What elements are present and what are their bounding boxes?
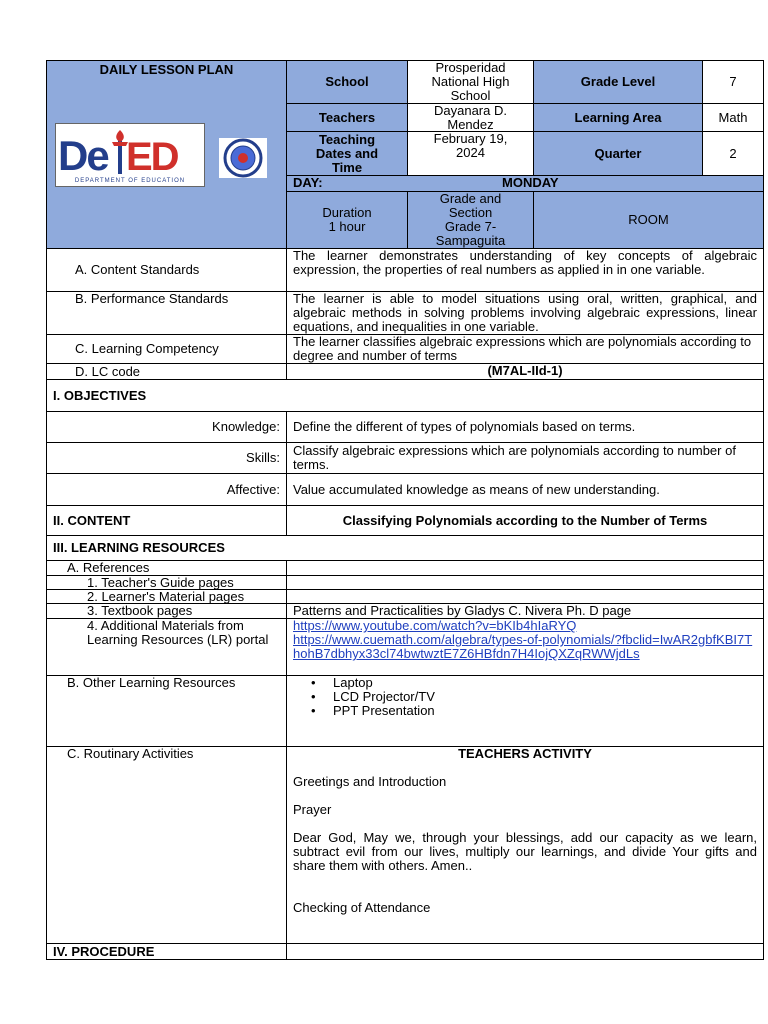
references-value bbox=[286, 560, 764, 576]
content-heading: II. CONTENT bbox=[46, 505, 287, 536]
school-value: Prosperidad National High School bbox=[407, 60, 534, 104]
teachers-value: Dayanara D. Mendez bbox=[407, 103, 534, 132]
deped-logo-graphic bbox=[56, 124, 204, 186]
routinary-activities-label: C. Routinary Activities bbox=[46, 746, 287, 944]
deped-logo-subtext: DEPARTMENT OF EDUCATION bbox=[74, 178, 186, 184]
lc-code-value: (M7AL-IId-1) bbox=[286, 363, 764, 380]
teachers-guide-label: 1. Teacher's Guide pages bbox=[46, 575, 287, 590]
grade-section-value: Grade 7- Sampaguita bbox=[435, 219, 506, 248]
quarter-value: 2 bbox=[702, 131, 764, 176]
learning-resources-heading: III. LEARNING RESOURCES bbox=[46, 535, 764, 561]
content-standards-label: A. Content Standards bbox=[46, 248, 287, 292]
learning-area-value: Math bbox=[702, 103, 764, 132]
greetings-text: Greetings and Introduction bbox=[293, 774, 447, 789]
lc-code-label: D. LC code bbox=[46, 363, 287, 380]
textbook-text: Patterns and Practicalities by Gladys C. Nivera Ph. D page bbox=[286, 603, 764, 619]
references-label: A. References bbox=[46, 560, 287, 576]
quarter-label: Quarter bbox=[533, 131, 703, 176]
grade-level-value: 7 bbox=[702, 60, 764, 104]
teachers-activity-heading: TEACHERS ACTIVITY bbox=[458, 746, 592, 761]
day-value: MONDAY bbox=[502, 175, 559, 190]
teachers-guide-value bbox=[286, 575, 764, 590]
duration-cell bbox=[286, 191, 408, 249]
header-title-cell bbox=[46, 60, 287, 249]
duration-value: 1 hour bbox=[328, 219, 366, 234]
youtube-link[interactable]: https://www.youtube.com/watch?v=bKIb4hIaRYQ bbox=[293, 618, 577, 633]
school-label: School bbox=[286, 60, 408, 104]
day-row bbox=[286, 175, 764, 192]
deped-seal-icon bbox=[219, 138, 267, 178]
learning-competency-text: The learner classifies algebraic expressions which are polynomials according to degree and number of terms bbox=[286, 334, 764, 364]
grade-level-label: Grade Level bbox=[533, 60, 703, 104]
additional-materials-label: 4. Additional Materials from Learning Resources (LR) portal bbox=[46, 618, 287, 676]
learners-material-label: 2. Learner's Material pages bbox=[46, 589, 287, 604]
list-item: • LCD Projector/TV bbox=[333, 690, 763, 704]
learners-material-value bbox=[286, 589, 764, 604]
other-resources-label: B. Other Learning Resources bbox=[46, 675, 287, 747]
procedure-value bbox=[286, 943, 764, 960]
teaching-dates-value: February 19, 2024 bbox=[407, 131, 534, 176]
skills-text: Classify algebraic expressions which are polynomials according to number of terms. bbox=[286, 442, 764, 474]
duration-label: Duration bbox=[322, 205, 372, 220]
list-item: • Laptop bbox=[333, 676, 763, 690]
room-label: ROOM bbox=[533, 191, 764, 249]
knowledge-label: Knowledge: bbox=[46, 411, 287, 443]
affective-label: Affective: bbox=[46, 473, 287, 506]
deped-logo bbox=[55, 123, 205, 187]
procedure-heading: IV. PROCEDURE bbox=[46, 943, 287, 960]
attendance-text: Checking of Attendance bbox=[293, 900, 431, 915]
textbook-label: 3. Textbook pages bbox=[46, 603, 287, 619]
list-item: • PPT Presentation bbox=[333, 704, 763, 718]
skills-label: Skills: bbox=[46, 442, 287, 474]
content-standards-text: The learner demonstrates understanding of key concepts of algebraic expression, the properties of real numbers as applied in in one variable. bbox=[286, 248, 764, 292]
performance-standards-text: The learner is able to model situations using oral, written, graphical, and algebraic methods in solving problems involving algebraic expressions, linear equations, and inequalities in one variable. bbox=[286, 291, 764, 335]
content-text: Classifying Polynomials according to the Number of Terms bbox=[286, 505, 764, 536]
grade-section-cell bbox=[407, 191, 534, 249]
performance-standards-label: B. Performance Standards bbox=[46, 291, 287, 335]
teachers-label: Teachers bbox=[286, 103, 408, 132]
day-label: DAY: bbox=[293, 175, 323, 190]
affective-text: Value accumulated knowledge as means of new understanding. bbox=[286, 473, 764, 506]
knowledge-text: Define the different of types of polynomials based on terms. bbox=[286, 411, 764, 443]
learning-competency-label: C. Learning Competency bbox=[46, 334, 287, 364]
prayer-text: Dear God, May we, through your blessings, add our capacity as we learn, subtract evil from our lives, multiply our learnings, and divide Your gifts and share them with others. Amen.. bbox=[293, 830, 757, 873]
svg-text:ED: ED bbox=[126, 135, 178, 179]
additional-materials-links bbox=[286, 618, 764, 676]
objectives-heading: I. OBJECTIVES bbox=[46, 379, 764, 412]
cuemath-link[interactable]: https://www.cuemath.com/algebra/types-of-polynomials/?fbclid=IwAR2gbfKBI7ThohB7dbhyx33cl74bwtwztE7Z6HBfdn7H4IojQXZqRWWjdLs bbox=[293, 632, 753, 661]
grade-section-label: Grade and Section bbox=[439, 191, 502, 220]
page-title: DAILY LESSON PLAN bbox=[99, 62, 234, 77]
other-resources-items bbox=[287, 676, 763, 718]
teaching-dates-label: Teaching Dates and Time bbox=[286, 131, 408, 176]
other-resources-list bbox=[286, 675, 764, 747]
svg-text:De: De bbox=[58, 132, 108, 179]
prayer-label: Prayer bbox=[293, 802, 332, 817]
learning-area-label: Learning Area bbox=[533, 103, 703, 132]
routinary-activities-content bbox=[286, 746, 764, 944]
